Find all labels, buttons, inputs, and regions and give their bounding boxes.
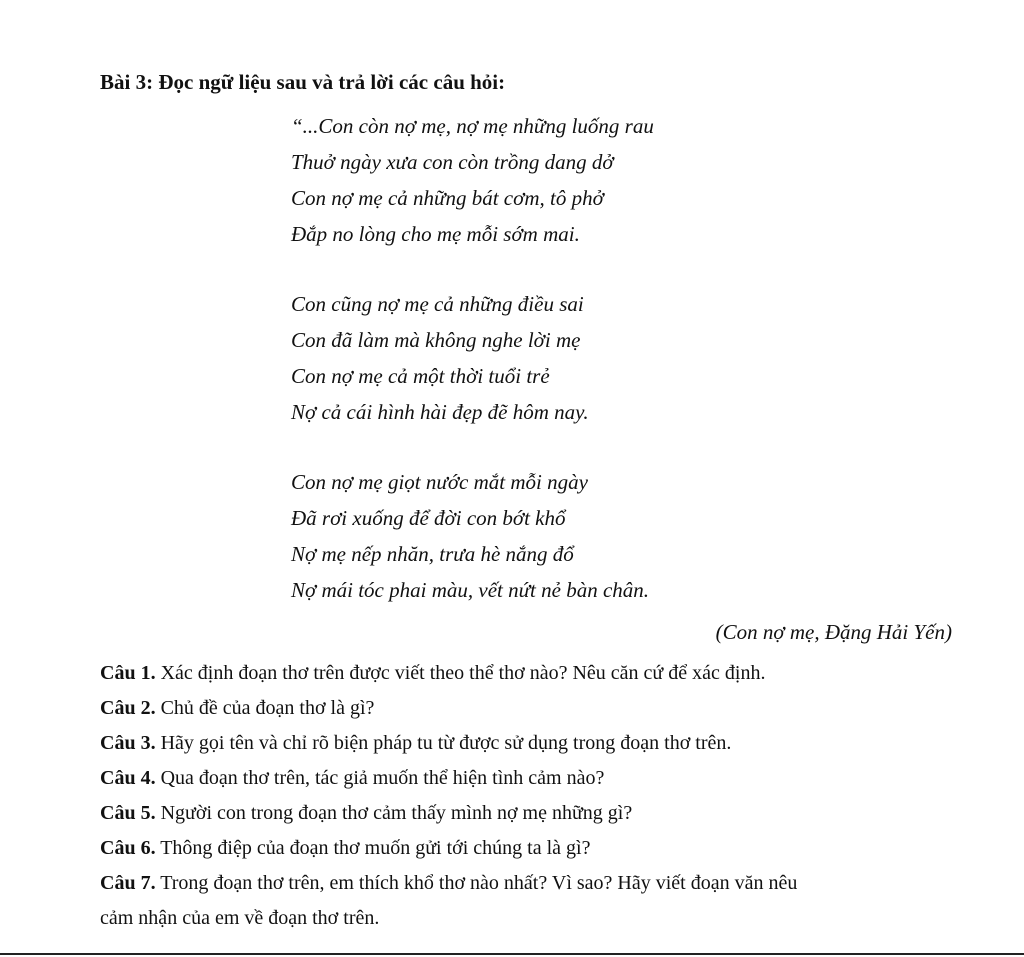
poem-line: Con cũng nợ mẹ cả những điều sai <box>291 292 584 316</box>
question-5 <box>100 796 980 831</box>
poem-line: Nợ mẹ nếp nhăn, trưa hè nắng đổ <box>291 542 574 566</box>
poem-stanza <box>291 108 654 252</box>
poem-line: Con nợ mẹ giọt nước mắt mỗi ngày <box>291 470 588 494</box>
question-list <box>100 656 980 936</box>
exercise-title: Bài 3: Đọc ngữ liệu sau và trả lời các câu hỏi: <box>100 70 506 94</box>
question-7 <box>100 866 980 901</box>
question-text: Trong đoạn thơ trên, em thích khổ thơ nào nhất? Vì sao? Hãy viết đoạn văn nêu <box>155 872 798 894</box>
question-7-continuation: cảm nhận của em về đoạn thơ trên. <box>100 907 380 929</box>
question-4 <box>100 761 980 796</box>
question-3 <box>100 726 980 761</box>
question-text: Chủ đề của đoạn thơ là gì? <box>155 697 375 719</box>
question-text: Qua đoạn thơ trên, tác giả muốn thể hiện tình cảm nào? <box>155 767 605 789</box>
poem-line: Con đã làm mà không nghe lời mẹ <box>291 328 581 352</box>
poem-stanza <box>291 286 654 430</box>
poem-source: (Con nợ mẹ, Đặng Hải Yến) <box>715 620 952 644</box>
page-bottom-rule <box>0 953 1024 955</box>
question-label: Câu 7. <box>100 872 156 894</box>
question-label: Câu 3. <box>100 732 156 754</box>
question-label: Câu 4. <box>100 767 156 789</box>
poem-line: Đắp no lòng cho mẹ mỗi sớm mai. <box>291 222 580 246</box>
poem-stanza <box>291 464 654 608</box>
question-label: Câu 5. <box>100 802 156 824</box>
question-text: Hãy gọi tên và chỉ rõ biện pháp tu từ được sử dụng trong đoạn thơ trên. <box>155 732 732 754</box>
poem-line: Nợ mái tóc phai màu, vết nứt nẻ bàn chân. <box>291 578 650 602</box>
question-label: Câu 6. <box>100 837 156 859</box>
question-2 <box>100 691 980 726</box>
question-6 <box>100 831 980 866</box>
poem <box>291 108 654 608</box>
question-1 <box>100 656 980 691</box>
question-text: Người con trong đoạn thơ cảm thấy mình nợ mẹ những gì? <box>155 802 633 824</box>
poem-line: “...Con còn nợ mẹ, nợ mẹ những luống rau <box>291 114 654 138</box>
poem-line: Con nợ mẹ cả những bát cơm, tô phở <box>291 186 604 210</box>
question-label: Câu 2. <box>100 697 156 719</box>
question-text: Thông điệp của đoạn thơ muốn gửi tới chúng ta là gì? <box>155 837 591 859</box>
poem-line: Đã rơi xuống để đời con bớt khổ <box>291 506 566 530</box>
poem-line: Con nợ mẹ cả một thời tuổi trẻ <box>291 364 550 388</box>
poem-line: Nợ cả cái hình hài đẹp đẽ hôm nay. <box>291 400 589 424</box>
poem-line: Thuở ngày xưa con còn trồng dang dở <box>291 150 614 174</box>
question-label: Câu 1. <box>100 662 156 684</box>
question-text: Xác định đoạn thơ trên được viết theo thể thơ nào? Nêu căn cứ để xác định. <box>155 662 766 684</box>
